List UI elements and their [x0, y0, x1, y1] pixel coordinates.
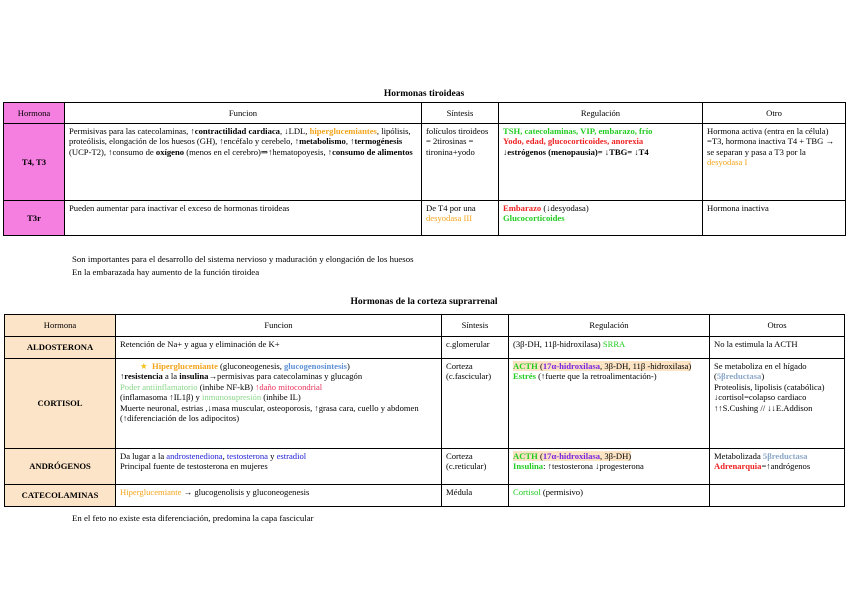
hormone-aldosterona: ALDOSTERONA	[5, 337, 116, 359]
androgenos-sintesis: Corteza (c.reticular)	[442, 449, 509, 485]
catecolaminas-otros	[710, 485, 845, 507]
aldosterona-regulacion: (3β-DH, 11β-hidroxilasa) SRRA	[509, 337, 710, 359]
hormone-t3r: T3r	[4, 201, 65, 236]
t3r-otro: Hormona inactiva	[703, 201, 846, 236]
t4t3-funcion: Permisivas para las catecolaminas, ↑contractilidad cardiaca, ↓LDL, hiperglucemiantes, lipólisis, proteólisis, elongación de los huesos (GH), ↑encéfalo y cerebelo, ↑metabolismo, ↑termogénesis (UCP-T2), ↑consumo de oxígeno (menos en el cerebro)⇒↑hematopoyesis, ↑consumo de alimentos	[65, 124, 422, 201]
adrenal-header-regulacion: Regulación	[509, 315, 710, 337]
adrenal-note: En el feto no existe esta diferenciación, predomina la capa fascicular	[72, 513, 314, 523]
catecolaminas-regulacion: Cortisol (permisivo)	[509, 485, 710, 507]
header-hormona: Hormona	[4, 103, 65, 124]
t4t3-otro: Hormona activa (entra en la célula) =T3, hormona inactiva T4 + TBG → se separan y pasa a T3 por la desyodasa I	[703, 124, 846, 201]
header-funcion: Funcion	[65, 103, 422, 124]
adrenal-header-sintesis: Síntesis	[442, 315, 509, 337]
thyroid-note-2: En la embarazada hay aumento de la función tiroidea	[72, 267, 260, 277]
t4t3-regulacion: TSH, catecolaminas, VIP, embarazo, frío Yodo, edad, glucocorticoides, anorexia ↓estrógenos (menopausia)= ↓TBG= ↓T4	[499, 124, 703, 201]
header-otro: Otro	[703, 103, 846, 124]
androgenos-regulacion: ACTH (17α-hidroxilasa, 3β-DH) Insulina: ↑testosterona ↓progesterona	[509, 449, 710, 485]
androgenos-otros: Metabolizada 5βreductasa Adrenarquia=↑andrógenos	[710, 449, 845, 485]
adrenal-header-funcion: Funcion	[116, 315, 442, 337]
t3r-regulacion: Embarazo (↓desyodasa) Glucocorticoides	[499, 201, 703, 236]
star-icon: ★	[140, 361, 148, 371]
catecolaminas-sintesis: Médula	[442, 485, 509, 507]
t4t3-sintesis: folículos tiroideos = 2tirosinas = tironina+yodo	[422, 124, 499, 201]
hormone-t4-t3: T4, T3	[4, 124, 65, 201]
thyroid-note-1: Son importantes para el desarrollo del sistema nervioso y maduración y elongación de los huesos	[72, 254, 414, 264]
header-regulacion: Regulación	[499, 103, 703, 124]
cortisol-otros: Se metaboliza en el hígado (5βreductasa) Proteolisis, lipolisis (catabólica) ↓cortisol=colapso cardiaco ↑↑S.Cushing // ↓↓E.Addison	[710, 359, 845, 449]
aldosterona-otros: No la estimula la ACTH	[710, 337, 845, 359]
cortisol-funcion: ★ Hiperglucemiante (gluconeogenesis, glucogenosíntesis) ↑resistencia a la insulina→permisivas para catecolaminas y glucagón Poder antiinflamatorio (inhibe NF-kB) ↑daño mitocondrial (inflamasoma ↑IL1β) y inmunosupresión (inhibe IL) Muerte neuronal, estrias ,↓masa muscular, osteoporosis, ↑grasa cara, cuello y abdomen (↑diferenciación de los adipocitos)	[116, 359, 442, 449]
thyroid-table	[3, 102, 846, 236]
t3r-funcion: Pueden aumentar para inactivar el exceso de hormonas tiroideas	[65, 201, 422, 236]
hormone-cortisol: CORTISOL	[5, 359, 116, 449]
catecolaminas-funcion: Hiperglucemiante → glucogenolisis y gluconeogenesis	[116, 485, 442, 507]
adrenal-table	[4, 314, 845, 507]
header-sintesis: Síntesis	[422, 103, 499, 124]
aldosterona-funcion: Retención de Na+ y agua y eliminación de K+	[116, 337, 442, 359]
aldosterona-sintesis: c.glomerular	[442, 337, 509, 359]
thyroid-title: Hormonas tiroideas	[383, 89, 465, 99]
androgenos-funcion: Da lugar a la androstenediona, testosterona y estradiol Principal fuente de testosterona en mujeres	[116, 449, 442, 485]
adrenal-header-hormona: Hormona	[5, 315, 116, 337]
adrenal-title: Hormonas de la corteza suprarrenal	[350, 297, 498, 307]
hormone-androgenos: ANDRÓGENOS	[5, 449, 116, 485]
t3r-sintesis: De T4 por una desyodasa III	[422, 201, 499, 236]
hormone-catecolaminas: CATECOLAMINAS	[5, 485, 116, 507]
adrenal-header-otros: Otros	[710, 315, 845, 337]
cortisol-sintesis: Corteza (c.fascicular)	[442, 359, 509, 449]
cortisol-regulacion: ACTH (17α-hidroxilasa, 3β-DH, 11β -hidroxilasa) Estrés (↑fuerte que la retroalimentación-)	[509, 359, 710, 449]
